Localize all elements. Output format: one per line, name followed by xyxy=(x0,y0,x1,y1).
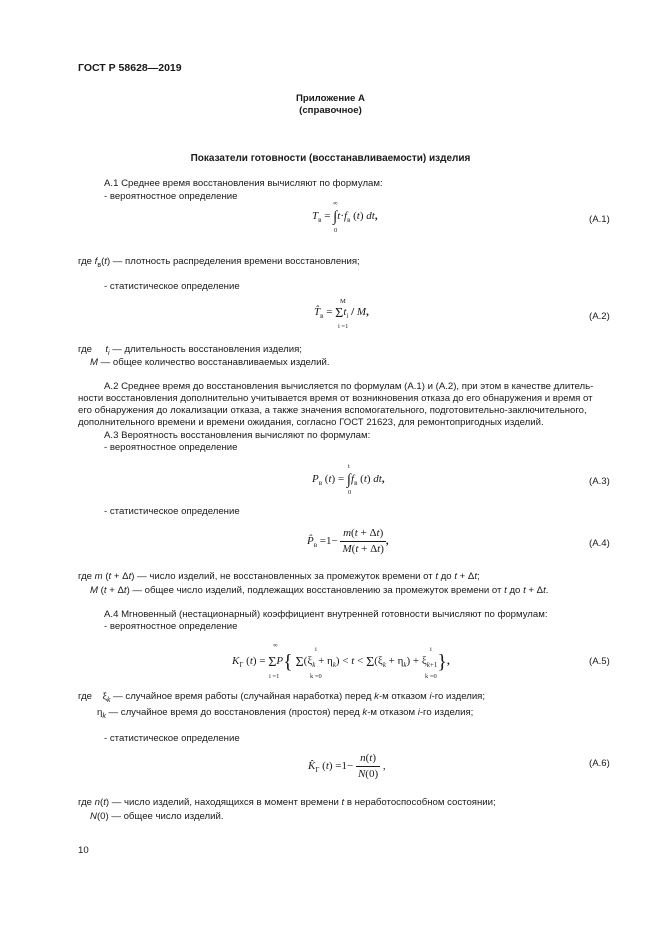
a3-stat-label: - статистическое определение xyxy=(104,506,240,517)
appendix-title: Приложение А xyxy=(296,93,365,104)
a1-prob-label: - вероятностное определение xyxy=(104,191,238,202)
a4-where-xi: где $\xi_k$ — случайное время работы (случайная наработка) перед k-м отказом i-го изделия; xyxy=(78,691,486,704)
a3-intro: А.3 Вероятность восстановления вычисляют по формулам: xyxy=(104,430,371,441)
page-number: 10 xyxy=(78,845,89,856)
a4-where-n: где n(t) — число изделий, находящихся в момент времени t в неработоспособном состоянии; xyxy=(78,797,496,808)
a3-where-m: где m (t + Δt) — число изделий, не восстановленных за промежуток времени от t до t + Δt; xyxy=(78,571,480,582)
a4-intro: А.4 Мгновенный (нестационарный) коэффициент внутренней готовности вычисляют по формулам: xyxy=(104,609,548,620)
eq-number-a3: (А.3) xyxy=(589,476,610,487)
a1-stat-label: - статистическое определение xyxy=(104,281,240,292)
a2-line-1: А.2 Среднее время до восстановления вычисляется по формулам (А.1) и (А.2), при этом в качестве длитель- xyxy=(104,381,594,392)
a2-line-4: дополнительного времени и времени ожидания, согласно ГОСТ 21623, для ремонтопригодных изделий. xyxy=(78,417,544,428)
a1-where-density: где $f_в(t)$ — плотность распределения времени восстановления; xyxy=(78,256,360,269)
appendix-subtitle: (справочное) xyxy=(299,105,362,116)
formula-a5: ∞ i i $K_Г$ (t) = ΣP{ $\Sigma(\xi_k + \eta_k) < t < \Sigma(\xi_k + \eta_k) + \xi_{k+1}$}, i =1 k =0 k =0 xyxy=(232,642,450,680)
a3-where-mm: M (t + Δt) — общее число изделий, подлежащих восстановлению за промежуток времени от t до t + Δt. xyxy=(90,585,549,596)
a4-prob-label: - вероятностное определение xyxy=(104,621,238,632)
section-title: Показатели готовности (восстанавливаемости) изделия xyxy=(190,153,471,164)
a4-where-n0: N(0) — общее число изделий. xyxy=(90,811,224,822)
formula-a4: $P̂_в =1-$ $\frac{m(t + \Delta t)}{M(t + \Delta t)}$ , xyxy=(307,527,389,555)
eq-number-a1: (А.1) xyxy=(589,214,610,225)
a3-prob-label: - вероятностное определение xyxy=(104,442,238,453)
a1-intro: А.1 Среднее время восстановления вычисляют по формулам: xyxy=(104,178,383,189)
eq-number-a5: (А.5) xyxy=(589,656,610,667)
a4-stat-label: - статистическое определение xyxy=(104,733,240,744)
eq-number-a6: (А.6) xyxy=(589,758,610,769)
a4-where-eta: $\eta_k$ — случайное время до восстановления (простоя) перед k-м отказом i-го изделия; xyxy=(97,707,474,720)
a1-where-ti: где $t_i$ — длительность восстановления изделия; xyxy=(78,344,302,357)
eq-number-a4: (А.4) xyxy=(589,538,610,549)
eq-number-a2: (А.2) xyxy=(589,311,610,322)
formula-a6: $K̂_Г$ (t) =1− $\frac{n(t)}{N(0)}$ , xyxy=(308,752,386,780)
a2-line-3: его обнаружения до локализации отказа, а также значения вспомогательного, подготовительно-заключительного, xyxy=(78,405,587,416)
a2-line-2: ности восстановления дополнительно учитывается время от возникновения отказа до его обнаружения и время от xyxy=(78,393,593,404)
document-header: ГОСТ Р 58628—2019 xyxy=(78,62,182,74)
a1-where-m: M — общее количество восстанавливаемых изделий. xyxy=(90,357,330,368)
